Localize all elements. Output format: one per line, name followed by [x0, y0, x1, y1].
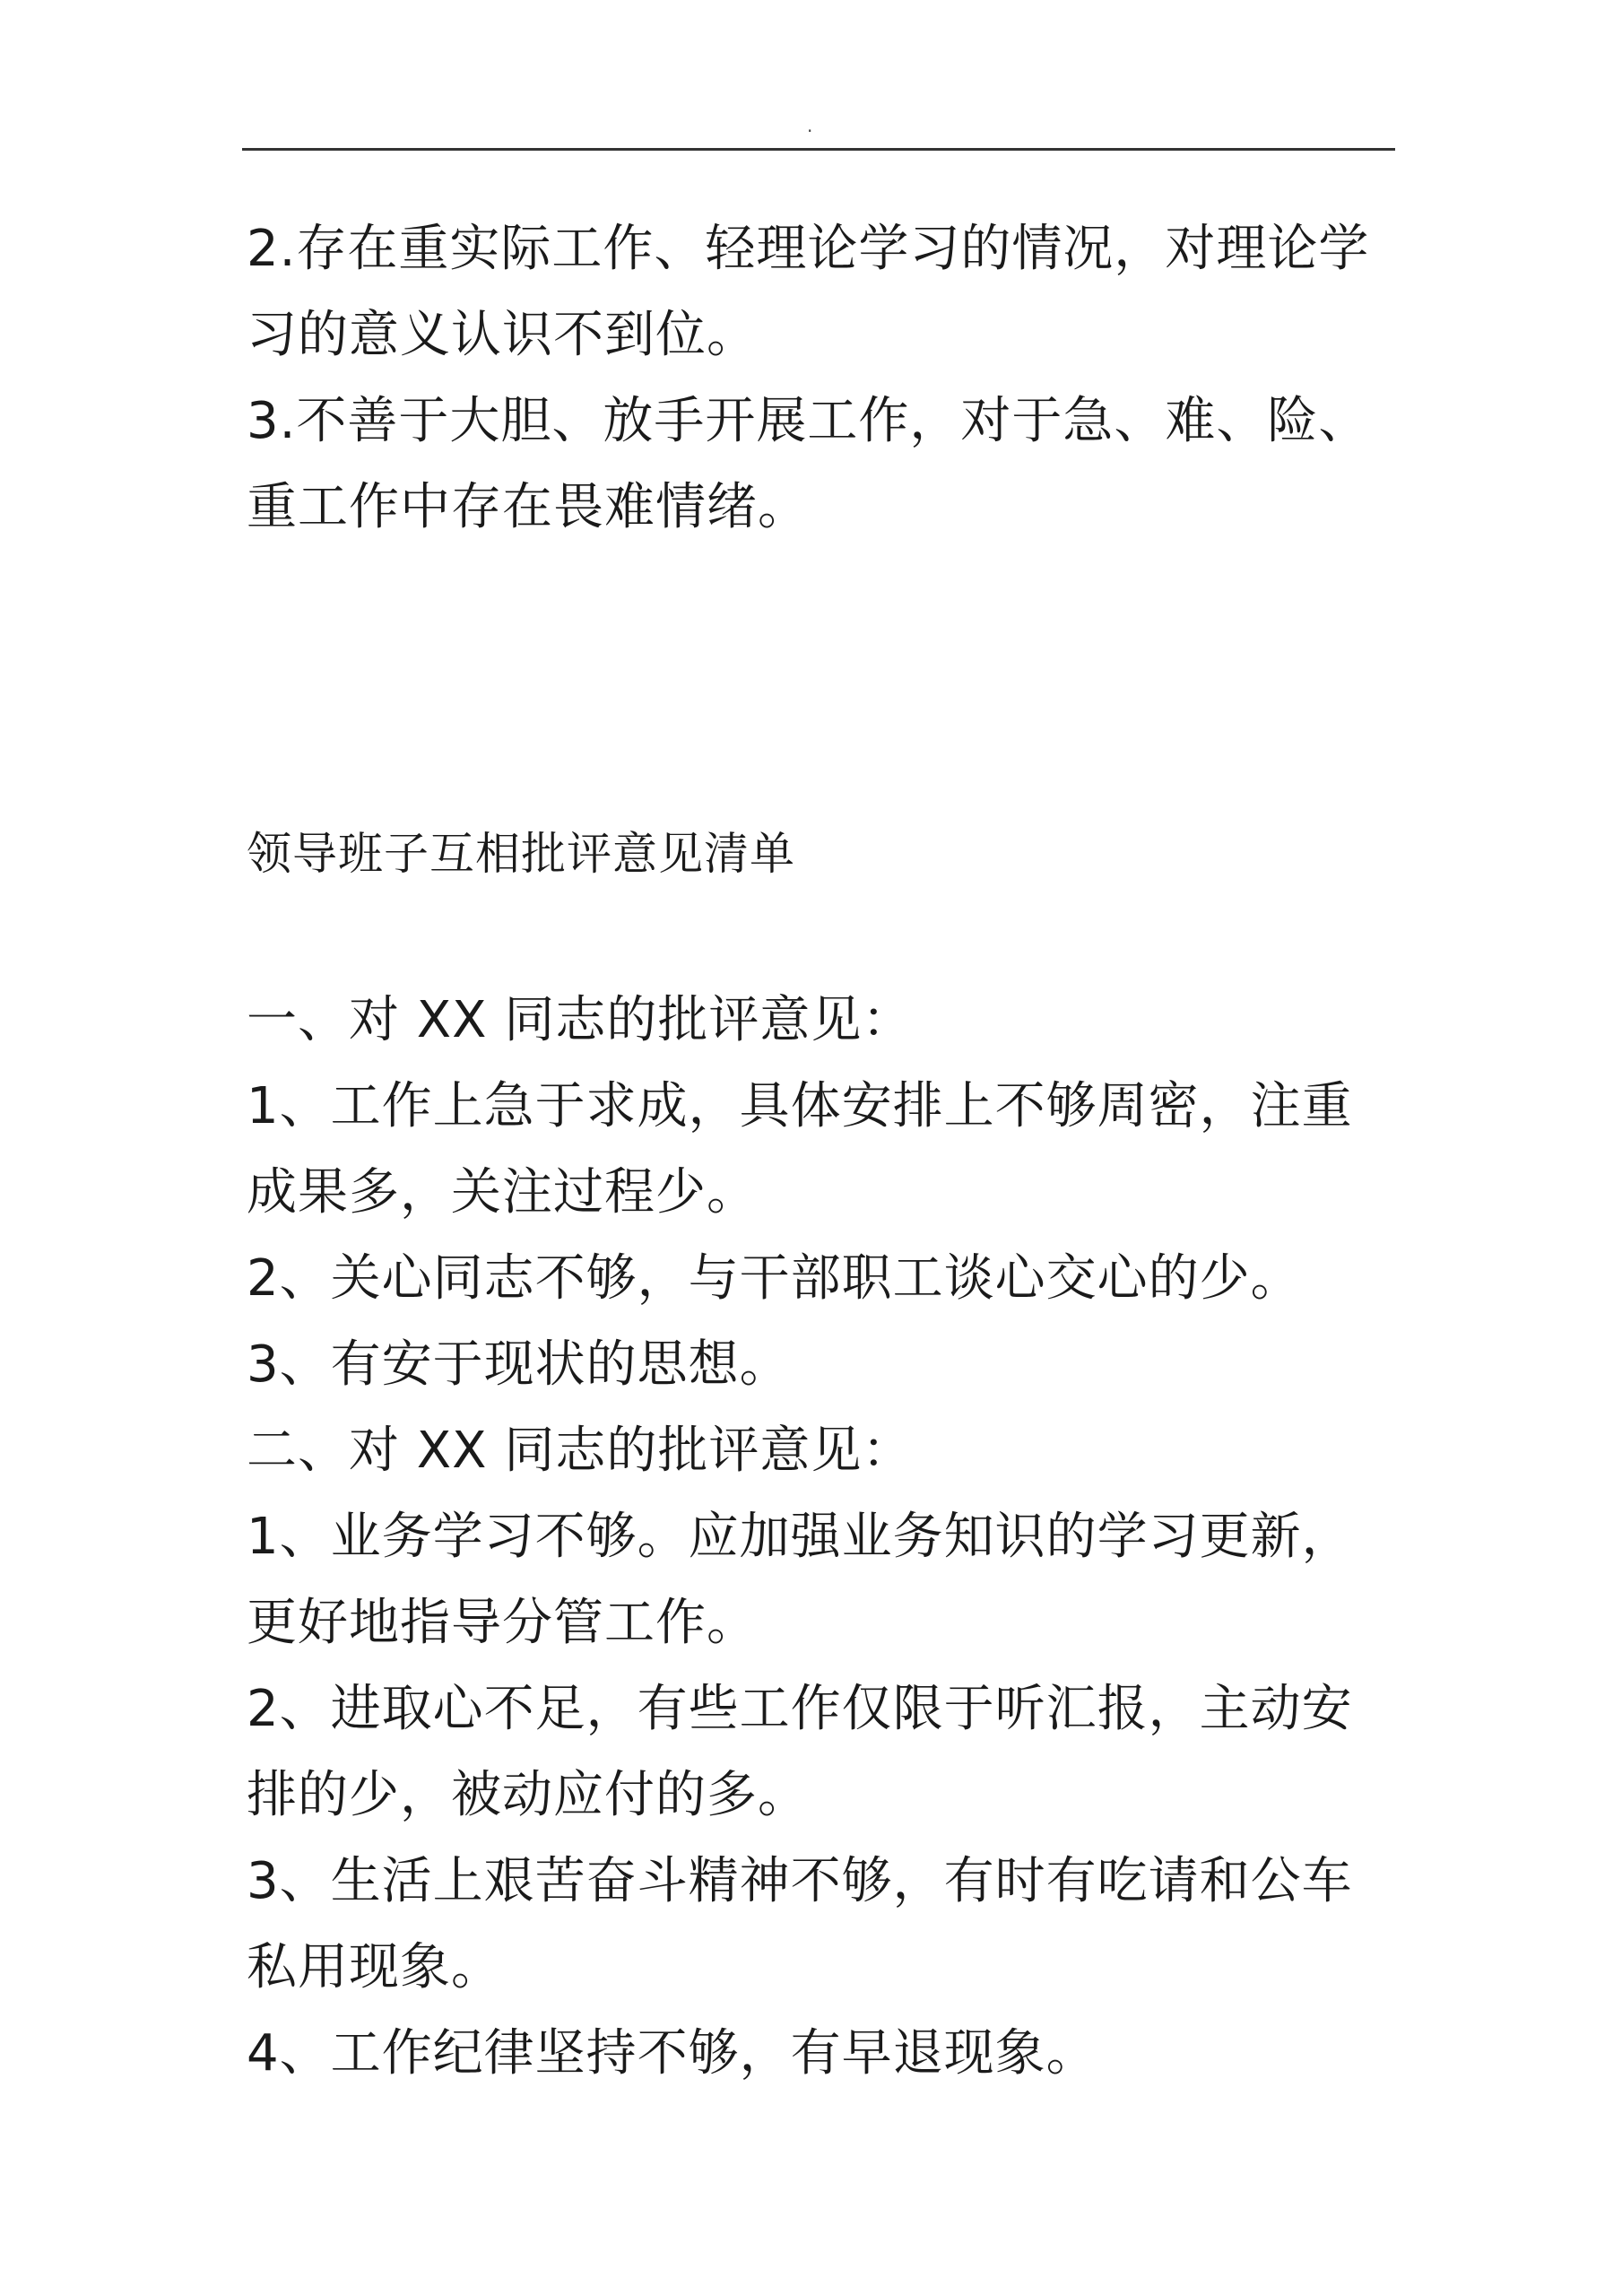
section2-item-2: 2、进取心不足，有些工作仅限于听汇报，主动安排的少，被动应付的多。: [247, 1680, 1353, 1824]
document-title: 领导班子互相批评意见清单: [247, 828, 795, 880]
section2-heading: 二、对 XX 同志的批评意见：: [247, 1422, 914, 1480]
section1-item-3: 3、有安于现状的思想。: [247, 1335, 791, 1394]
section2-item-3: 3、生活上艰苦奋斗精神不够，有时有吃请和公车私用现象。: [247, 1852, 1353, 1996]
title-gap: [247, 897, 1403, 978]
document-body: [247, 206, 1403, 2097]
header-dot: .: [807, 115, 813, 136]
section2-item-4: 4、工作纪律坚持不够，有早退现象。: [247, 2024, 1097, 2083]
section1-heading: 一、对 XX 同志的批评意见：: [247, 991, 914, 1049]
section-gap: [247, 551, 1403, 811]
top-item-3: 3.不善于大胆、放手开展工作，对于急、难、险、重工作中存在畏难情绪。: [247, 392, 1370, 536]
section2-item-1: 1、业务学习不够。应加强业务知识的学习更新，更好地指导分管工作。: [247, 1508, 1353, 1652]
section1-item-2: 2、关心同志不够，与干部职工谈心交心的少。: [247, 1249, 1302, 1308]
top-item-2: 2.存在重实际工作、轻理论学习的情况，对理论学习的意义认识不到位。: [247, 220, 1370, 364]
header-rule: [242, 148, 1395, 151]
section1-item-1: 1、工作上急于求成，具体安排上不够周密，注重成果多，关注过程少。: [247, 1077, 1353, 1222]
